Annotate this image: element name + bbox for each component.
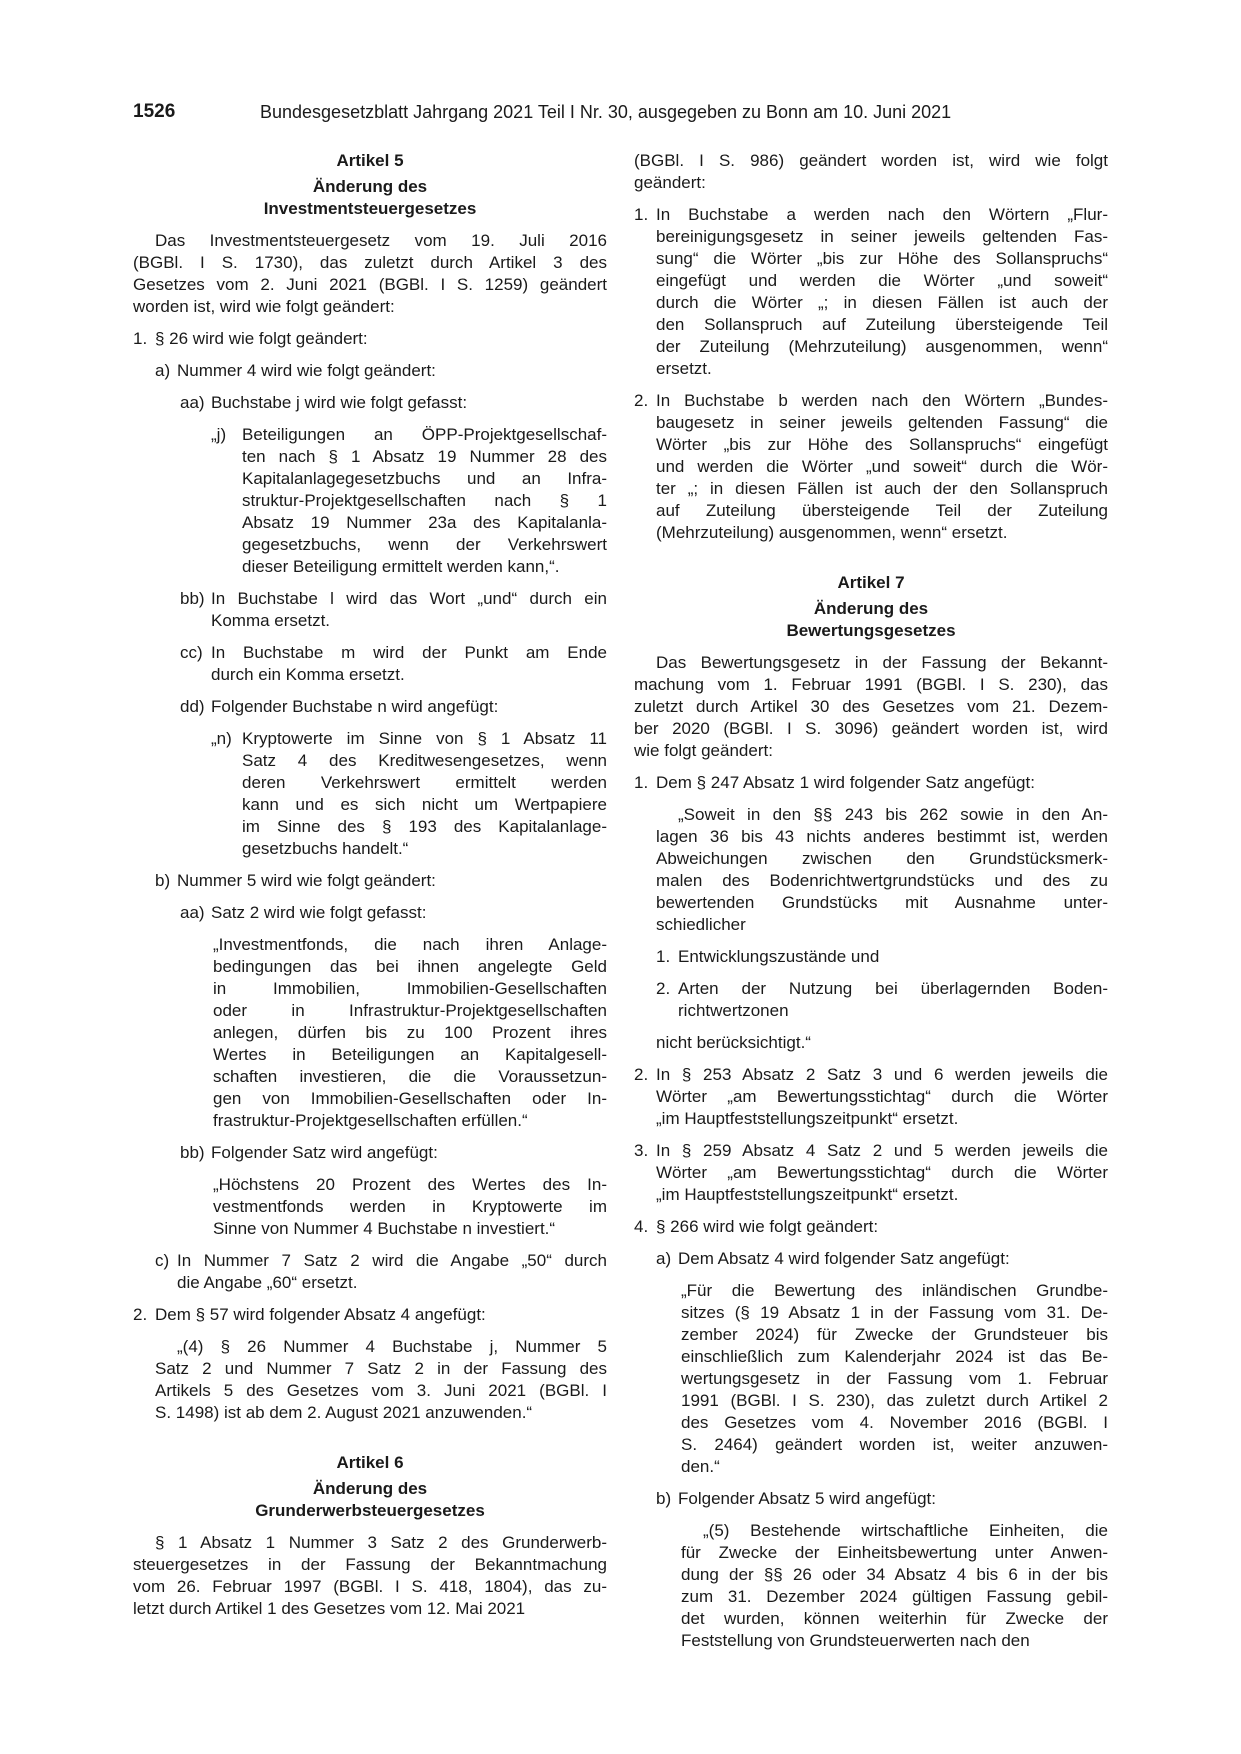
text-line: wie folgt geändert: xyxy=(634,741,773,760)
text-line: malen des Bodenrichtwertgrundstücks und des zu xyxy=(656,871,1108,890)
text-line: In § 253 Absatz 2 Satz 3 und 6 werden jeweils die xyxy=(656,1065,1108,1084)
text-line: (Mehrzuteilung) ausgenommen, wenn“ ersetzt. xyxy=(656,523,1008,542)
text-line: Beteiligungen an ÖPP-Projektgesellschaf- xyxy=(242,425,607,444)
list-item xyxy=(634,1064,1108,1130)
text-line: letzt durch Artikel 1 des Gesetzes vom 12. Mai 2021 xyxy=(133,1599,526,1618)
text-line: In Buchstabe m wird der Punkt am Ende xyxy=(211,643,607,662)
text-line: sung“ die Wörter „bis zur Höhe des Sollanspruchs“ xyxy=(656,249,1108,268)
list-item xyxy=(634,946,1108,968)
text-line: anlegen, dürfen bis zu 100 Prozent ihres xyxy=(213,1023,607,1042)
heading-line: Änderung des xyxy=(813,599,929,618)
text-line: Satz 2 wird wie folgt gefasst: xyxy=(211,903,427,922)
right-column xyxy=(634,150,1108,1662)
text-line: durch die Wörter „; in diesen Fällen ist auch der xyxy=(656,293,1108,312)
text-line: ber 2020 (BGBl. I S. 3096) geändert worden ist, wird xyxy=(634,719,1108,738)
text-line: „Für die Bewertung des inländischen Grundbe- xyxy=(681,1281,1108,1300)
text-line: den.“ xyxy=(681,1457,720,1476)
heading-line: Grunderwerbsteuergesetzes xyxy=(255,1501,485,1520)
article-heading xyxy=(133,176,607,220)
list-marker: 1. xyxy=(133,329,148,348)
text-line: vestmentfonds werden in Kryptowerte im xyxy=(213,1197,607,1216)
text-line: schiedlicher xyxy=(656,915,746,934)
list-marker: 1. xyxy=(656,947,671,966)
text-line: oder in Infrastruktur-Projektgesellschaften xyxy=(213,1001,607,1020)
text-line: Das Investmentsteuergesetz vom 19. Juli 2016 xyxy=(155,231,607,250)
text-line: richtwertzonen xyxy=(678,1001,789,1020)
text-line: gen von Immobilien-Gesellschaften oder In- xyxy=(213,1089,607,1108)
text-line: Nummer 5 wird wie folgt geändert: xyxy=(177,871,436,890)
article-number xyxy=(634,572,1108,594)
text-line: auf Zuteilung übersteigende Teil der Zuteilung xyxy=(656,501,1108,520)
paragraph xyxy=(133,230,607,318)
list-item xyxy=(634,1140,1108,1206)
text-line: Wörter „am Bewertungsstichtag“ durch die Wörter xyxy=(656,1087,1108,1106)
article-number xyxy=(133,1452,607,1474)
list-marker: 2. xyxy=(133,1305,148,1324)
text-line: (BGBl. I S. 1730), das zuletzt durch Artikel 3 des xyxy=(133,253,607,272)
text-line: Dem Absatz 4 wird folgender Satz angefügt: xyxy=(678,1249,1010,1268)
text-line: bedingungen das bei ihnen angelegte Geld xyxy=(213,957,607,976)
text-line: S. 1498) ist ab dem 2. August 2021 anzuwenden.“ xyxy=(155,1403,533,1422)
text-line: „im Hauptfeststellungszeitpunkt“ ersetzt. xyxy=(656,1185,959,1204)
text-line: „(4) § 26 Nummer 4 Buchstabe j, Nummer 5 xyxy=(177,1337,607,1356)
text-line: dung der §§ 26 oder 34 Absatz 4 bis 6 in der bis xyxy=(681,1565,1108,1584)
text-line: Folgender Satz wird angefügt: xyxy=(211,1143,438,1162)
text-line: Buchstabe j wird wie folgt gefasst: xyxy=(211,393,468,412)
text-line: lagen 36 bis 43 nichts anderes bestimmt ist, werden xyxy=(656,827,1108,846)
text-line: 1991 (BGBl. I S. 230), das zuletzt durch Artikel 2 xyxy=(681,1391,1108,1410)
gazette-title: Bundesgesetzblatt Jahrgang 2021 Teil I Nr. 30, ausgegeben zu Bonn am 10. Juni 2021 xyxy=(260,102,952,122)
text-line: Kryptowerte im Sinne von § 1 Absatz 11 xyxy=(242,729,607,748)
text-line: Das Bewertungsgesetz in der Fassung der Bekannt- xyxy=(656,653,1108,672)
text-line: Gesetzes vom 2. Juni 2021 (BGBl. I S. 1259) geändert xyxy=(133,275,607,294)
text-line: durch ein Komma ersetzt. xyxy=(211,665,405,684)
text-line: ersetzt. xyxy=(656,359,712,378)
text-line: Arten der Nutzung bei überlagernden Boden- xyxy=(678,979,1108,998)
heading-line: Bewertungsgesetzes xyxy=(786,621,956,640)
list-marker: 1. xyxy=(634,773,649,792)
text-line: vom 26. Februar 1997 (BGBl. I S. 418, 1804), das zu- xyxy=(133,1577,607,1596)
text-line: Wörter „am Bewertungsstichtag“ durch die Wörter xyxy=(656,1163,1108,1182)
paragraph xyxy=(634,1032,1108,1054)
text-line: Absatz 19 Nummer 23a des Kapitalanla- xyxy=(242,513,607,532)
page-number: 1526 xyxy=(133,101,176,122)
list-marker: „n) xyxy=(211,729,232,748)
paragraph xyxy=(133,934,607,1132)
text-line: S. 2464) geändert worden ist, weiter anzuwen- xyxy=(681,1435,1108,1454)
article-heading xyxy=(133,1478,607,1522)
list-marker: aa) xyxy=(180,903,205,922)
text-line: In Buchstabe b werden nach den Wörtern „Bundes- xyxy=(656,391,1108,410)
text-line: geändert: xyxy=(634,173,706,192)
list-marker: dd) xyxy=(180,697,205,716)
paragraph xyxy=(133,1532,607,1620)
list-item xyxy=(133,328,607,350)
list-marker: 2. xyxy=(634,1065,649,1084)
list-item xyxy=(634,204,1108,380)
text-line: „Investmentfonds, die nach ihren Anlage- xyxy=(213,935,607,954)
list-marker: aa) xyxy=(180,393,205,412)
paragraph xyxy=(634,804,1108,936)
text-line: (BGBl. I S. 986) geändert worden ist, wird wie folgt xyxy=(634,151,1108,170)
text-line: baugesetz in seiner jeweils geltenden Fassung“ die xyxy=(656,413,1108,432)
text-line: Entwicklungszustände und xyxy=(678,947,880,966)
article-number xyxy=(133,150,607,172)
list-item xyxy=(634,1248,1108,1270)
list-item xyxy=(133,870,607,892)
text-line: Artikels 5 des Gesetzes vom 3. Juni 2021 (BGBl. I xyxy=(155,1381,607,1400)
text-line: Abweichungen zwischen den Grundstücksmerk- xyxy=(656,849,1108,868)
list-item xyxy=(133,642,607,686)
heading-line: Artikel 6 xyxy=(336,1453,404,1472)
text-line: Sinne von Nummer 4 Buchstabe n investiert.“ xyxy=(213,1219,556,1238)
text-line: für Zwecke der Einheitsbewertung unter Anwen- xyxy=(681,1543,1108,1562)
text-line: § 1 Absatz 1 Nummer 3 Satz 2 des Grunderwerb- xyxy=(155,1533,607,1552)
list-item xyxy=(133,1304,607,1326)
list-item xyxy=(133,1142,607,1164)
paragraph xyxy=(634,150,1108,194)
text-line: Komma ersetzt. xyxy=(211,611,331,630)
list-marker: bb) xyxy=(180,1143,205,1162)
list-item xyxy=(634,1216,1108,1238)
list-item xyxy=(133,424,607,578)
list-marker: 2. xyxy=(634,391,649,410)
paragraph xyxy=(634,1520,1108,1652)
list-item xyxy=(133,360,607,382)
text-line: Folgender Buchstabe n wird angefügt: xyxy=(211,697,499,716)
text-line: frastruktur-Projektgesellschaften erfüllen.“ xyxy=(213,1111,528,1130)
text-line: steuergesetzes in der Fassung der Bekanntmachung xyxy=(133,1555,607,1574)
text-line: Dem § 57 wird folgender Absatz 4 angefügt: xyxy=(155,1305,486,1324)
text-line: in Immobilien, Immobilien-Gesellschaften xyxy=(213,979,607,998)
text-line: Nummer 4 wird wie folgt geändert: xyxy=(177,361,436,380)
text-line: wertungsgesetz in der Fassung vom 1. Februar xyxy=(681,1369,1108,1388)
text-line: worden ist, wird wie folgt geändert: xyxy=(133,297,395,316)
text-line: § 266 wird wie folgt geändert: xyxy=(656,1217,879,1236)
text-line: bewertenden Grundstücks mit Ausnahme unter- xyxy=(656,893,1108,912)
text-line: der Zuteilung (Mehrzuteilung) ausgenommen, wenn“ xyxy=(656,337,1108,356)
text-line: In Buchstabe l wird das Wort „und“ durch ein xyxy=(211,589,607,608)
list-item xyxy=(634,1488,1108,1510)
text-line: machung vom 1. Februar 1991 (BGBl. I S. 230), das xyxy=(634,675,1108,694)
paragraph xyxy=(634,1280,1108,1478)
list-item xyxy=(133,902,607,924)
text-line: kann und es sich nicht um Wertpapiere xyxy=(242,795,607,814)
text-line: In Nummer 7 Satz 2 wird die Angabe „50“ durch xyxy=(177,1251,607,1270)
text-line: Wertes in Beteiligungen an Kapitalgesell- xyxy=(213,1045,607,1064)
paragraph xyxy=(133,1336,607,1424)
text-line: „(5) Bestehende wirtschaftliche Einheiten, die xyxy=(703,1521,1108,1540)
list-marker: „j) xyxy=(211,425,227,444)
text-line: Satz 2 und Nummer 7 Satz 2 in der Fassung des xyxy=(155,1359,607,1378)
text-line: deren Verkehrswert ermittelt werden xyxy=(242,773,607,792)
list-marker: 1. xyxy=(634,205,649,224)
text-line: nicht berücksichtigt.“ xyxy=(656,1033,811,1052)
text-line: eingefügt und werden die Wörter „und soweit“ xyxy=(656,271,1108,290)
text-line: Feststellung von Grundsteuerwerten nach den xyxy=(681,1631,1030,1650)
list-marker: b) xyxy=(656,1489,672,1508)
text-line: zum 31. Dezember 2024 gültigen Fassung gebil- xyxy=(681,1587,1108,1606)
heading-line: Investmentsteuergesetzes xyxy=(263,199,477,218)
list-marker: a) xyxy=(656,1249,672,1268)
list-marker: 4. xyxy=(634,1217,649,1236)
list-item xyxy=(634,772,1108,794)
list-marker: cc) xyxy=(180,643,203,662)
list-marker: a) xyxy=(155,361,171,380)
list-marker: b) xyxy=(155,871,171,890)
text-line: Dem § 247 Absatz 1 wird folgender Satz angefügt: xyxy=(656,773,1035,792)
text-line: Kapitalanlagegesetzbuchs und an Infra- xyxy=(242,469,607,488)
text-line: „Höchstens 20 Prozent des Wertes des In- xyxy=(213,1175,607,1194)
text-line: des Gesetzes vom 4. November 2016 (BGBl. I xyxy=(681,1413,1108,1432)
text-line: struktur-Projektgesellschaften nach § 1 xyxy=(242,491,607,510)
text-line: In Buchstabe a werden nach den Wörtern „Flur- xyxy=(656,205,1108,224)
text-line: § 26 wird wie folgt geändert: xyxy=(155,329,368,348)
text-line: dieser Beteiligung ermittelt werden kann,“. xyxy=(242,557,560,576)
text-line: schaften investieren, die die Voraussetzun- xyxy=(213,1067,607,1086)
paragraph xyxy=(133,1174,607,1240)
article-heading xyxy=(634,598,1108,642)
list-marker: 2. xyxy=(656,979,671,998)
text-line: den Sollanspruch auf Zuteilung übersteigende Teil xyxy=(656,315,1108,334)
text-line: In § 259 Absatz 4 Satz 2 und 5 werden jeweils die xyxy=(656,1141,1108,1160)
text-line: ter „; in diesen Fällen ist auch der den Sollanspruch xyxy=(656,479,1108,498)
text-line: ten nach § 1 Absatz 19 Nummer 28 des xyxy=(242,447,607,466)
list-item xyxy=(133,588,607,632)
text-line: die Angabe „60“ ersetzt. xyxy=(177,1273,358,1292)
list-item xyxy=(133,696,607,718)
list-item xyxy=(634,978,1108,1022)
text-line: Folgender Absatz 5 wird angefügt: xyxy=(678,1489,936,1508)
text-line: sitzes (§ 19 Absatz 1 in der Fassung vom 31. De- xyxy=(681,1303,1108,1322)
list-marker: c) xyxy=(155,1251,170,1270)
text-line: und werden die Wörter „und soweit“ durch die Wör- xyxy=(656,457,1108,476)
heading-line: Artikel 7 xyxy=(837,573,905,592)
text-line: bereinigungsgesetz in seiner jeweils geltenden Fas- xyxy=(656,227,1108,246)
text-line: gegesetzbuchs, wenn der Verkehrswert xyxy=(242,535,607,554)
text-line: gesetzbuchs handelt.“ xyxy=(242,839,409,858)
text-line: einschließlich zum Kalenderjahr 2024 ist das Be- xyxy=(681,1347,1108,1366)
text-line: im Sinne des § 193 des Kapitalanlage- xyxy=(242,817,607,836)
list-marker: 3. xyxy=(634,1141,649,1160)
text-line: det wurden, können weiterhin für Zwecke der xyxy=(681,1609,1108,1628)
text-line: „im Hauptfeststellungszeitpunkt“ ersetzt. xyxy=(656,1109,959,1128)
text-line: zember 2024) für Zwecke der Grundsteuer bis xyxy=(681,1325,1108,1344)
heading-line: Änderung des xyxy=(312,177,428,196)
left-column xyxy=(133,150,607,1630)
list-item xyxy=(634,390,1108,544)
text-line: „Soweit in den §§ 243 bis 262 sowie in den An- xyxy=(678,805,1108,824)
list-marker: bb) xyxy=(180,589,205,608)
list-item xyxy=(133,728,607,860)
list-item xyxy=(133,1250,607,1294)
text-line: Satz 4 des Kreditwesengesetzes, wenn xyxy=(242,751,607,770)
heading-line: Änderung des xyxy=(312,1479,428,1498)
paragraph xyxy=(634,652,1108,762)
text-line: Wörter „bis zur Höhe des Sollanspruchs“ eingefügt xyxy=(656,435,1108,454)
list-item xyxy=(133,392,607,414)
text-line: zuletzt durch Artikel 30 des Gesetzes vom 21. Dezem- xyxy=(634,697,1108,716)
heading-line: Artikel 5 xyxy=(336,151,404,170)
